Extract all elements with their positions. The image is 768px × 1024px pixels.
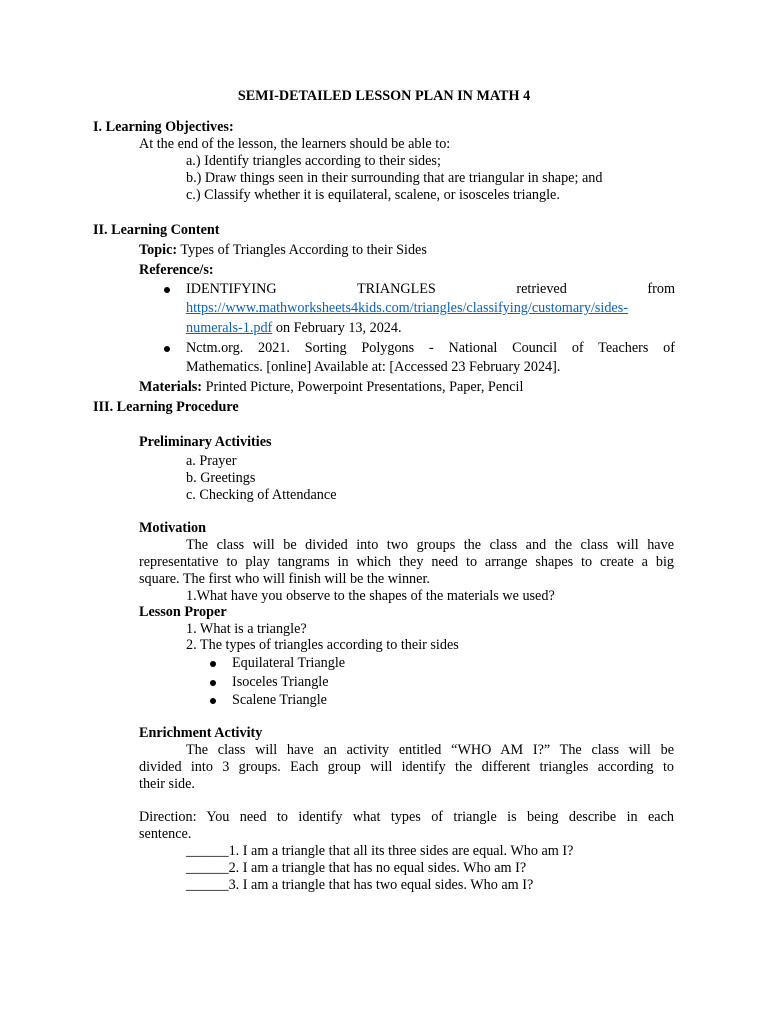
reference-1-tail: on February 13, 2024. <box>272 320 402 336</box>
materials-value: Printed Picture, Powerpoint Presentations, Paper, Pencil <box>202 379 524 395</box>
direction-line: Direction: You need to identify what types of triangle is being describe in each <box>139 809 674 825</box>
motivation-line: square. The first who will finish will be the winner. <box>139 571 430 587</box>
preliminary-heading: Preliminary Activities <box>139 434 272 450</box>
topic-label: Topic: <box>139 242 178 258</box>
enrichment-line: their side. <box>139 776 195 792</box>
materials-label: Materials: <box>139 379 203 395</box>
reference-label: Reference/s: <box>139 262 214 278</box>
reference-1-link-line1 <box>186 300 628 317</box>
enrichment-question: ______3. I am a triangle that has two equal sides. Who am I? <box>186 877 534 893</box>
objective-item: b.) Draw things seen in their surrounding that are triangular in shape; and <box>186 170 603 186</box>
objectives-intro: At the end of the lesson, the learners should be able to: <box>139 136 451 152</box>
bullet-icon <box>164 346 170 352</box>
preliminary-item: b. Greetings <box>186 470 256 486</box>
enrichment-line: divided into 3 groups. Each group will identify the different triangles according to <box>139 759 674 775</box>
lesson-proper-item: 2. The types of triangles according to their sides <box>186 637 459 653</box>
document-title: SEMI-DETAILED LESSON PLAN IN MATH 4 <box>237 88 531 104</box>
reference-1-line1: IDENTIFYING TRIANGLES retrieved from <box>186 281 675 297</box>
motivation-heading: Motivation <box>139 520 206 536</box>
enrichment-line: The class will have an activity entitled “WHO AM I?” The class will be <box>186 742 674 758</box>
motivation-question: 1.What have you observe to the shapes of the materials we used? <box>186 588 555 604</box>
procedure-heading: III. Learning Procedure <box>93 399 239 415</box>
objective-item: a.) Identify triangles according to their sides; <box>186 153 441 169</box>
objectives-heading: I. Learning Objectives: <box>93 119 234 135</box>
bullet-icon <box>210 698 216 704</box>
reference-link[interactable]: https://www.mathworksheets4kids.com/triangles/classifying/customary/sides- <box>186 300 628 316</box>
materials-line <box>139 379 523 396</box>
preliminary-item: a. Prayer <box>186 453 237 469</box>
enrichment-question: ______1. I am a triangle that all its three sides are equal. Who am I? <box>186 843 574 859</box>
enrichment-heading: Enrichment Activity <box>139 725 263 741</box>
triangle-type-item: Isoceles Triangle <box>232 674 329 690</box>
bullet-icon <box>164 287 170 293</box>
topic-line <box>139 242 427 259</box>
content-heading: II. Learning Content <box>93 222 220 238</box>
objective-item: c.) Classify whether it is equilateral, scalene, or isosceles triangle. <box>186 187 560 203</box>
reference-1-line3 <box>186 320 402 337</box>
enrichment-question: ______2. I am a triangle that has no equal sides. Who am I? <box>186 860 527 876</box>
topic-value: Types of Triangles According to their Sides <box>177 242 427 258</box>
direction-line: sentence. <box>139 826 192 842</box>
reference-2-line1: Nctm.org. 2021. Sorting Polygons - National Council of Teachers of <box>186 340 675 356</box>
bullet-icon <box>210 680 216 686</box>
bullet-icon <box>210 661 216 667</box>
preliminary-item: c. Checking of Attendance <box>186 487 337 503</box>
triangle-type-item: Equilateral Triangle <box>232 655 346 671</box>
motivation-line: The class will be divided into two groups the class and the class will have <box>186 537 674 553</box>
triangle-type-item: Scalene Triangle <box>232 692 327 708</box>
lesson-proper-item: 1. What is a triangle? <box>186 621 307 637</box>
lesson-proper-heading: Lesson Proper <box>139 604 227 620</box>
reference-link[interactable]: numerals-1.pdf <box>186 320 273 336</box>
motivation-line: representative to play tangrams in which they need to arrange shapes to create a big <box>139 554 674 570</box>
reference-2-line2: Mathematics. [online] Available at: [Accessed 23 February 2024]. <box>186 359 561 375</box>
